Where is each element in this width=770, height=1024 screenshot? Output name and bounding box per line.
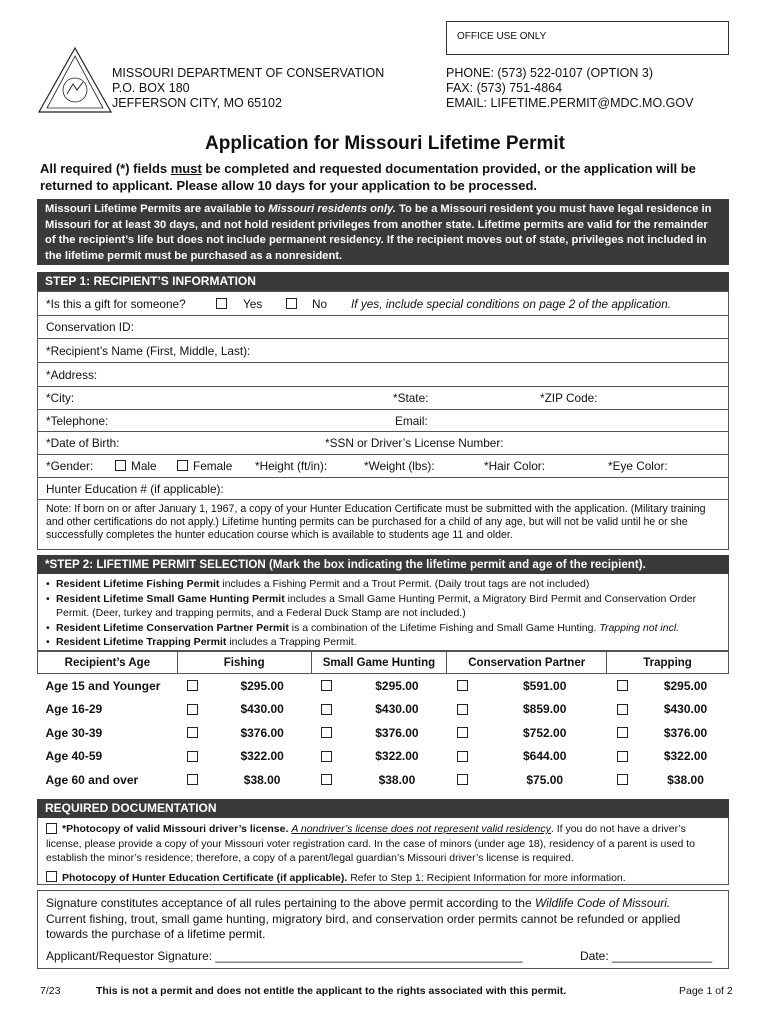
recipient-name-label: *Recipient’s Name (First, Middle, Last): xyxy=(46,344,251,358)
col-fishing: Fishing xyxy=(177,652,311,674)
height-field[interactable]: *Height (ft/in): xyxy=(255,459,328,473)
permit-descriptions xyxy=(37,574,729,651)
col-age: Recipient’s Age xyxy=(38,652,178,674)
city-field[interactable]: *City: xyxy=(46,391,75,405)
license-checkbox[interactable] xyxy=(46,823,57,834)
conservation-partner-price: $591.00 xyxy=(523,678,567,693)
conservation-partner-price: $859.00 xyxy=(523,702,567,717)
fishing-checkbox[interactable] xyxy=(187,680,198,691)
table-header-row xyxy=(38,652,729,674)
intro-text-1: All required (*) fields xyxy=(40,161,171,176)
agency-contact xyxy=(446,66,693,111)
gender-label: *Gender: xyxy=(46,459,94,473)
contact-email: EMAIL: LIFETIME.PERMIT@MDC.MO.GOV xyxy=(446,96,694,110)
hunter-ed-note: Note: If born on or after January 1, 1967, a copy of your Hunter Education Certificate must be submitted with the application. (Military training and other certifications do not apply.) Lifetime hunting permits can be purchased for a child of any age, but will not be valid until he or she successfully completes the hunter education course which is available to students age 11 and older. xyxy=(37,500,729,550)
docs-header: REQUIRED DOCUMENTATION xyxy=(37,799,729,818)
male-label: Male xyxy=(131,459,157,473)
physical-row xyxy=(37,455,729,478)
small-game-price: $295.00 xyxy=(375,678,419,693)
gift-yes-label: Yes xyxy=(243,297,263,311)
date-field[interactable]: Date: _______________ xyxy=(580,948,713,963)
fishing-price: $38.00 xyxy=(243,772,281,787)
permit-bullet: • Resident Lifetime Fishing Permit includes a Fishing Permit and a Trout Permit. (Daily trout tags are not included) xyxy=(46,577,720,592)
intro-instructions xyxy=(40,160,730,194)
signature-field[interactable]: Applicant/Requestor Signature: ______________________________________________ xyxy=(46,948,523,963)
col-small-game: Small Game Hunting xyxy=(311,652,447,674)
conservation-partner-checkbox[interactable] xyxy=(457,774,468,785)
fishing-checkbox[interactable] xyxy=(187,727,198,738)
step1-header: STEP 1: RECIPIENT’S INFORMATION xyxy=(37,272,729,291)
trapping-price: $295.00 xyxy=(663,678,708,693)
conservation-partner-price: $752.00 xyxy=(523,725,567,740)
gift-note: If yes, include special conditions on page 2 of the application. xyxy=(351,297,672,311)
small-game-checkbox[interactable] xyxy=(321,774,332,785)
eye-color-field[interactable]: *Eye Color: xyxy=(608,459,668,473)
trapping-price: $376.00 xyxy=(663,725,708,740)
ssn-field[interactable]: *SSN or Driver’s License Number: xyxy=(325,436,504,450)
age-label: Age 40-59 xyxy=(45,749,103,764)
telephone-field[interactable]: *Telephone: xyxy=(46,414,109,428)
dob-ssn-row xyxy=(37,432,729,455)
trapping-checkbox[interactable] xyxy=(617,727,628,738)
email-field[interactable]: Email: xyxy=(395,414,428,428)
trapping-price: $322.00 xyxy=(663,749,708,764)
intro-text-2: be completed and requested documentation provided, or the application will be returned to applicant. Please allow 10 days for your application to be processed. xyxy=(40,161,696,193)
table-row xyxy=(38,721,729,745)
fishing-checkbox[interactable] xyxy=(187,704,198,715)
hunter-ed-label: Hunter Education # (if applicable): xyxy=(46,482,224,496)
gift-row xyxy=(37,291,729,316)
agency-name: MISSOURI DEPARTMENT OF CONSERVATION xyxy=(112,66,385,80)
agency-address xyxy=(112,66,384,111)
mdc-seal-logo xyxy=(37,46,113,116)
fishing-checkbox[interactable] xyxy=(187,774,198,785)
table-row xyxy=(38,745,729,769)
age-label: Age 30-39 xyxy=(45,725,103,740)
permit-bullet: • Resident Lifetime Trapping Permit includes a Trapping Permit. xyxy=(46,635,720,650)
hunter-ed-checkbox[interactable] xyxy=(46,871,57,882)
trapping-checkbox[interactable] xyxy=(617,680,628,691)
banner-text-2: To be a Missouri resident you must have legal residence in Missouri for at least 30 days, and not hold resident privileges from another state. Lifetime permits are valid for the remainder of the recipient’s life but does not include permanent residency. If the recipient moves out of state, privileges not included in the lifetime permit must be purchased as a nonresident. xyxy=(45,203,712,262)
revision-date: 7/23 xyxy=(40,985,61,997)
office-use-label: OFFICE USE ONLY xyxy=(457,31,547,42)
fishing-price: $322.00 xyxy=(240,749,284,764)
gift-question: *Is this a gift for someone? xyxy=(46,297,186,311)
step2-header: *STEP 2: LIFETIME PERMIT SELECTION (Mark the box indicating the lifetime permit and age of the recipient). xyxy=(37,555,729,574)
agency-box: P.O. BOX 180 xyxy=(112,81,190,95)
agency-city: JEFFERSON CITY, MO 65102 xyxy=(112,96,282,110)
conservation-partner-checkbox[interactable] xyxy=(457,680,468,691)
intro-must: must xyxy=(170,161,202,176)
footer-disclaimer: This is not a permit and does not entitle the applicant to the rights associated with this permit. xyxy=(96,985,567,997)
small-game-checkbox[interactable] xyxy=(321,751,332,762)
small-game-price: $430.00 xyxy=(375,702,419,717)
age-label: Age 15 and Younger xyxy=(45,678,161,693)
fishing-price: $430.00 xyxy=(240,702,284,717)
trapping-checkbox[interactable] xyxy=(617,751,628,762)
col-trapping: Trapping xyxy=(607,652,729,674)
fishing-price: $376.00 xyxy=(240,725,284,740)
conservation-partner-checkbox[interactable] xyxy=(457,727,468,738)
gift-yes-checkbox[interactable] xyxy=(216,298,227,309)
weight-field[interactable]: *Weight (lbs): xyxy=(364,459,435,473)
contact-phone: PHONE: (573) 522-0107 (OPTION 3) xyxy=(446,66,654,80)
small-game-price: $376.00 xyxy=(375,725,419,740)
conservation-partner-price: $75.00 xyxy=(526,772,564,787)
permit-bullet: • Resident Lifetime Small Game Hunting Permit includes a Small Game Hunting Permit, a Migratory Bird Permit and Conservation Order Permit. (Deer, turkey and trapping permits, and a Federal Duck Stamp are not included.) xyxy=(46,592,720,621)
conservation-partner-checkbox[interactable] xyxy=(457,704,468,715)
recipient-name-field[interactable] xyxy=(37,339,729,363)
doc-item-license: *Photocopy of valid Missouri driver’s license. A nondriver’s license does not represent valid residency. If you do not have a driver’s license, please provide a copy of your Missouri voter registration card. In the case of minors (under age 18), residency of a parent is used to establish the minor’s residence; therefore, a copy of a parent/legal guardian’s Missouri driver’s license is required. xyxy=(46,823,696,864)
male-checkbox[interactable] xyxy=(115,460,126,471)
hair-color-field[interactable]: *Hair Color: xyxy=(484,459,545,473)
small-game-checkbox[interactable] xyxy=(321,680,332,691)
age-label: Age 60 and over xyxy=(45,772,139,787)
small-game-checkbox[interactable] xyxy=(321,704,332,715)
address-label: *Address: xyxy=(46,368,98,382)
doc-item-hunter-ed: Photocopy of Hunter Education Certificate (if applicable). Refer to Step 1: Recipient Information for more information. xyxy=(46,871,720,886)
dob-field[interactable]: *Date of Birth: xyxy=(46,436,120,450)
residency-banner xyxy=(37,199,729,265)
fishing-price: $295.00 xyxy=(240,678,284,693)
trapping-checkbox[interactable] xyxy=(617,774,628,785)
banner-text-1: Missouri Lifetime Permits are available to xyxy=(45,203,269,215)
table-row xyxy=(38,674,729,698)
signature-terms: Signature constitutes acceptance of all rules pertaining to the above permit according to the Wildlife Code of Missouri. xyxy=(46,896,671,910)
permit-bullet: • Resident Lifetime Conservation Partner Permit is a combination of the Lifetime Fishing and Small Game Hunting. Trapping not incl. xyxy=(46,621,720,636)
hunter-ed-field[interactable] xyxy=(37,478,729,500)
address-field[interactable] xyxy=(37,363,729,387)
banner-emphasis: Missouri residents only. xyxy=(268,203,396,215)
signature-section xyxy=(37,890,729,969)
small-game-price: $322.00 xyxy=(375,749,419,764)
small-game-checkbox[interactable] xyxy=(321,727,332,738)
table-row xyxy=(38,768,729,792)
permit-price-table xyxy=(37,651,729,792)
trapping-price: $430.00 xyxy=(663,702,708,717)
docs-list xyxy=(37,818,729,885)
fishing-checkbox[interactable] xyxy=(187,751,198,762)
gift-no-checkbox[interactable] xyxy=(286,298,297,309)
phone-email-row xyxy=(37,410,729,432)
page-number: Page 1 of 2 xyxy=(679,985,733,997)
conservation-id-field[interactable] xyxy=(37,316,729,339)
conservation-partner-checkbox[interactable] xyxy=(457,751,468,762)
female-checkbox[interactable] xyxy=(177,460,188,471)
age-label: Age 16-29 xyxy=(45,702,103,717)
conservation-partner-price: $644.00 xyxy=(523,749,567,764)
signature-refund-note: Current fishing, trout, small game hunting, migratory bird, and conservation order permits cannot be refunded or applied towards the purchase of a lifetime permit. xyxy=(46,911,681,941)
trapping-checkbox[interactable] xyxy=(617,704,628,715)
trapping-price: $38.00 xyxy=(667,772,704,787)
office-use-box xyxy=(446,21,729,55)
female-label: Female xyxy=(193,459,233,473)
conservation-id-label: Conservation ID: xyxy=(46,320,134,334)
contact-fax: FAX: (573) 751-4864 xyxy=(446,81,563,95)
state-field[interactable]: *State: xyxy=(393,391,429,405)
city-state-zip-row xyxy=(37,387,729,410)
small-game-price: $38.00 xyxy=(378,772,416,787)
zip-field[interactable]: *ZIP Code: xyxy=(540,391,598,405)
table-row xyxy=(38,698,729,722)
page-title: Application for Missouri Lifetime Permit xyxy=(205,133,565,154)
col-conservation-partner: Conservation Partner xyxy=(447,652,607,674)
gift-no-label: No xyxy=(312,297,328,311)
